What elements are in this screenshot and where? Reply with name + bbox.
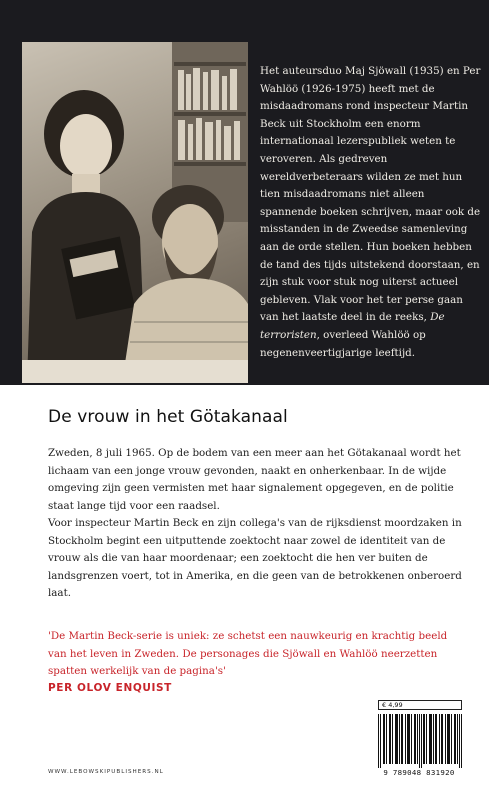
book-summary: [48, 445, 472, 603]
author-bio-text-start: Het auteursduo Maj Sjöwall (1935) en Per Wahlöö (1926-1975) heeft met de misdaadromans rond inspecteur Martin Beck uit Stockholm een enorm internationaal lezerspubliek weten te veroveren. Als gedreven wereldverbeteraars wilden ze met hun tien misdaadromans niet alleen spannende boeken schrijven, maar ook de misstanden in de Zweedse samenleving aan de orde stellen. Hun boeken hebben de tand des tijds uitstekend doorstaan, en zijn stuk voor stuk nog uiterst actueel gebleven. Vlak voor het ter perse gaan van het laatste deel in de reeks,: [260, 65, 481, 324]
series-book-title: De terroristen: [260, 311, 445, 341]
author-photo-illustration: [22, 42, 248, 383]
book-title: De vrouw in het Götakanaal: [48, 407, 288, 427]
isbn-number: 9 789048 831920: [383, 768, 455, 777]
review-quote: 'De Martin Beck-serie is uniek: ze schetst een nauwkeurig en krachtig beeld van het leven in Zweden. De personages die Sjöwall en Wahlöö neerzetten spatten werkelijk van de pagina's': [48, 630, 448, 677]
summary-paragraph-2: Voor inspecteur Martin Beck en zijn collega's van de rijksdienst moordzaken in Stockholm begint een uitputtende zoektocht naar zowel de identiteit van de vrouw als die van haar moordenaar; een zoektocht die hen ver buiten de landsgrenzen voert, tot in Amerika, en die geen van de betrokkenen onberoerd laat.: [48, 517, 462, 599]
barcode-block: [368, 700, 470, 780]
author-bio: [260, 63, 482, 362]
author-photo: [22, 42, 248, 383]
summary-paragraph-1: Zweden, 8 juli 1965. Op de bodem van een meer aan het Götakanaal wordt het lichaam van een jonge vrouw gevonden, naakt en onherkenbaar. In de wijde omgeving zijn geen vermisten met haar signalement opgegeven, en de politie staat lange tijd voor een raadsel.: [48, 447, 461, 512]
author-bio-text-end: , overleed Wahlöö op negenenveertigjarige leeftijd.: [260, 328, 426, 359]
publisher-url: WWW.LEBOWSKIPUBLISHERS.NL: [48, 769, 164, 775]
barcode-icon: [378, 714, 462, 768]
quote-author: PER OLOV ENQUIST: [48, 682, 172, 694]
price-label: € 4,99: [378, 700, 462, 710]
